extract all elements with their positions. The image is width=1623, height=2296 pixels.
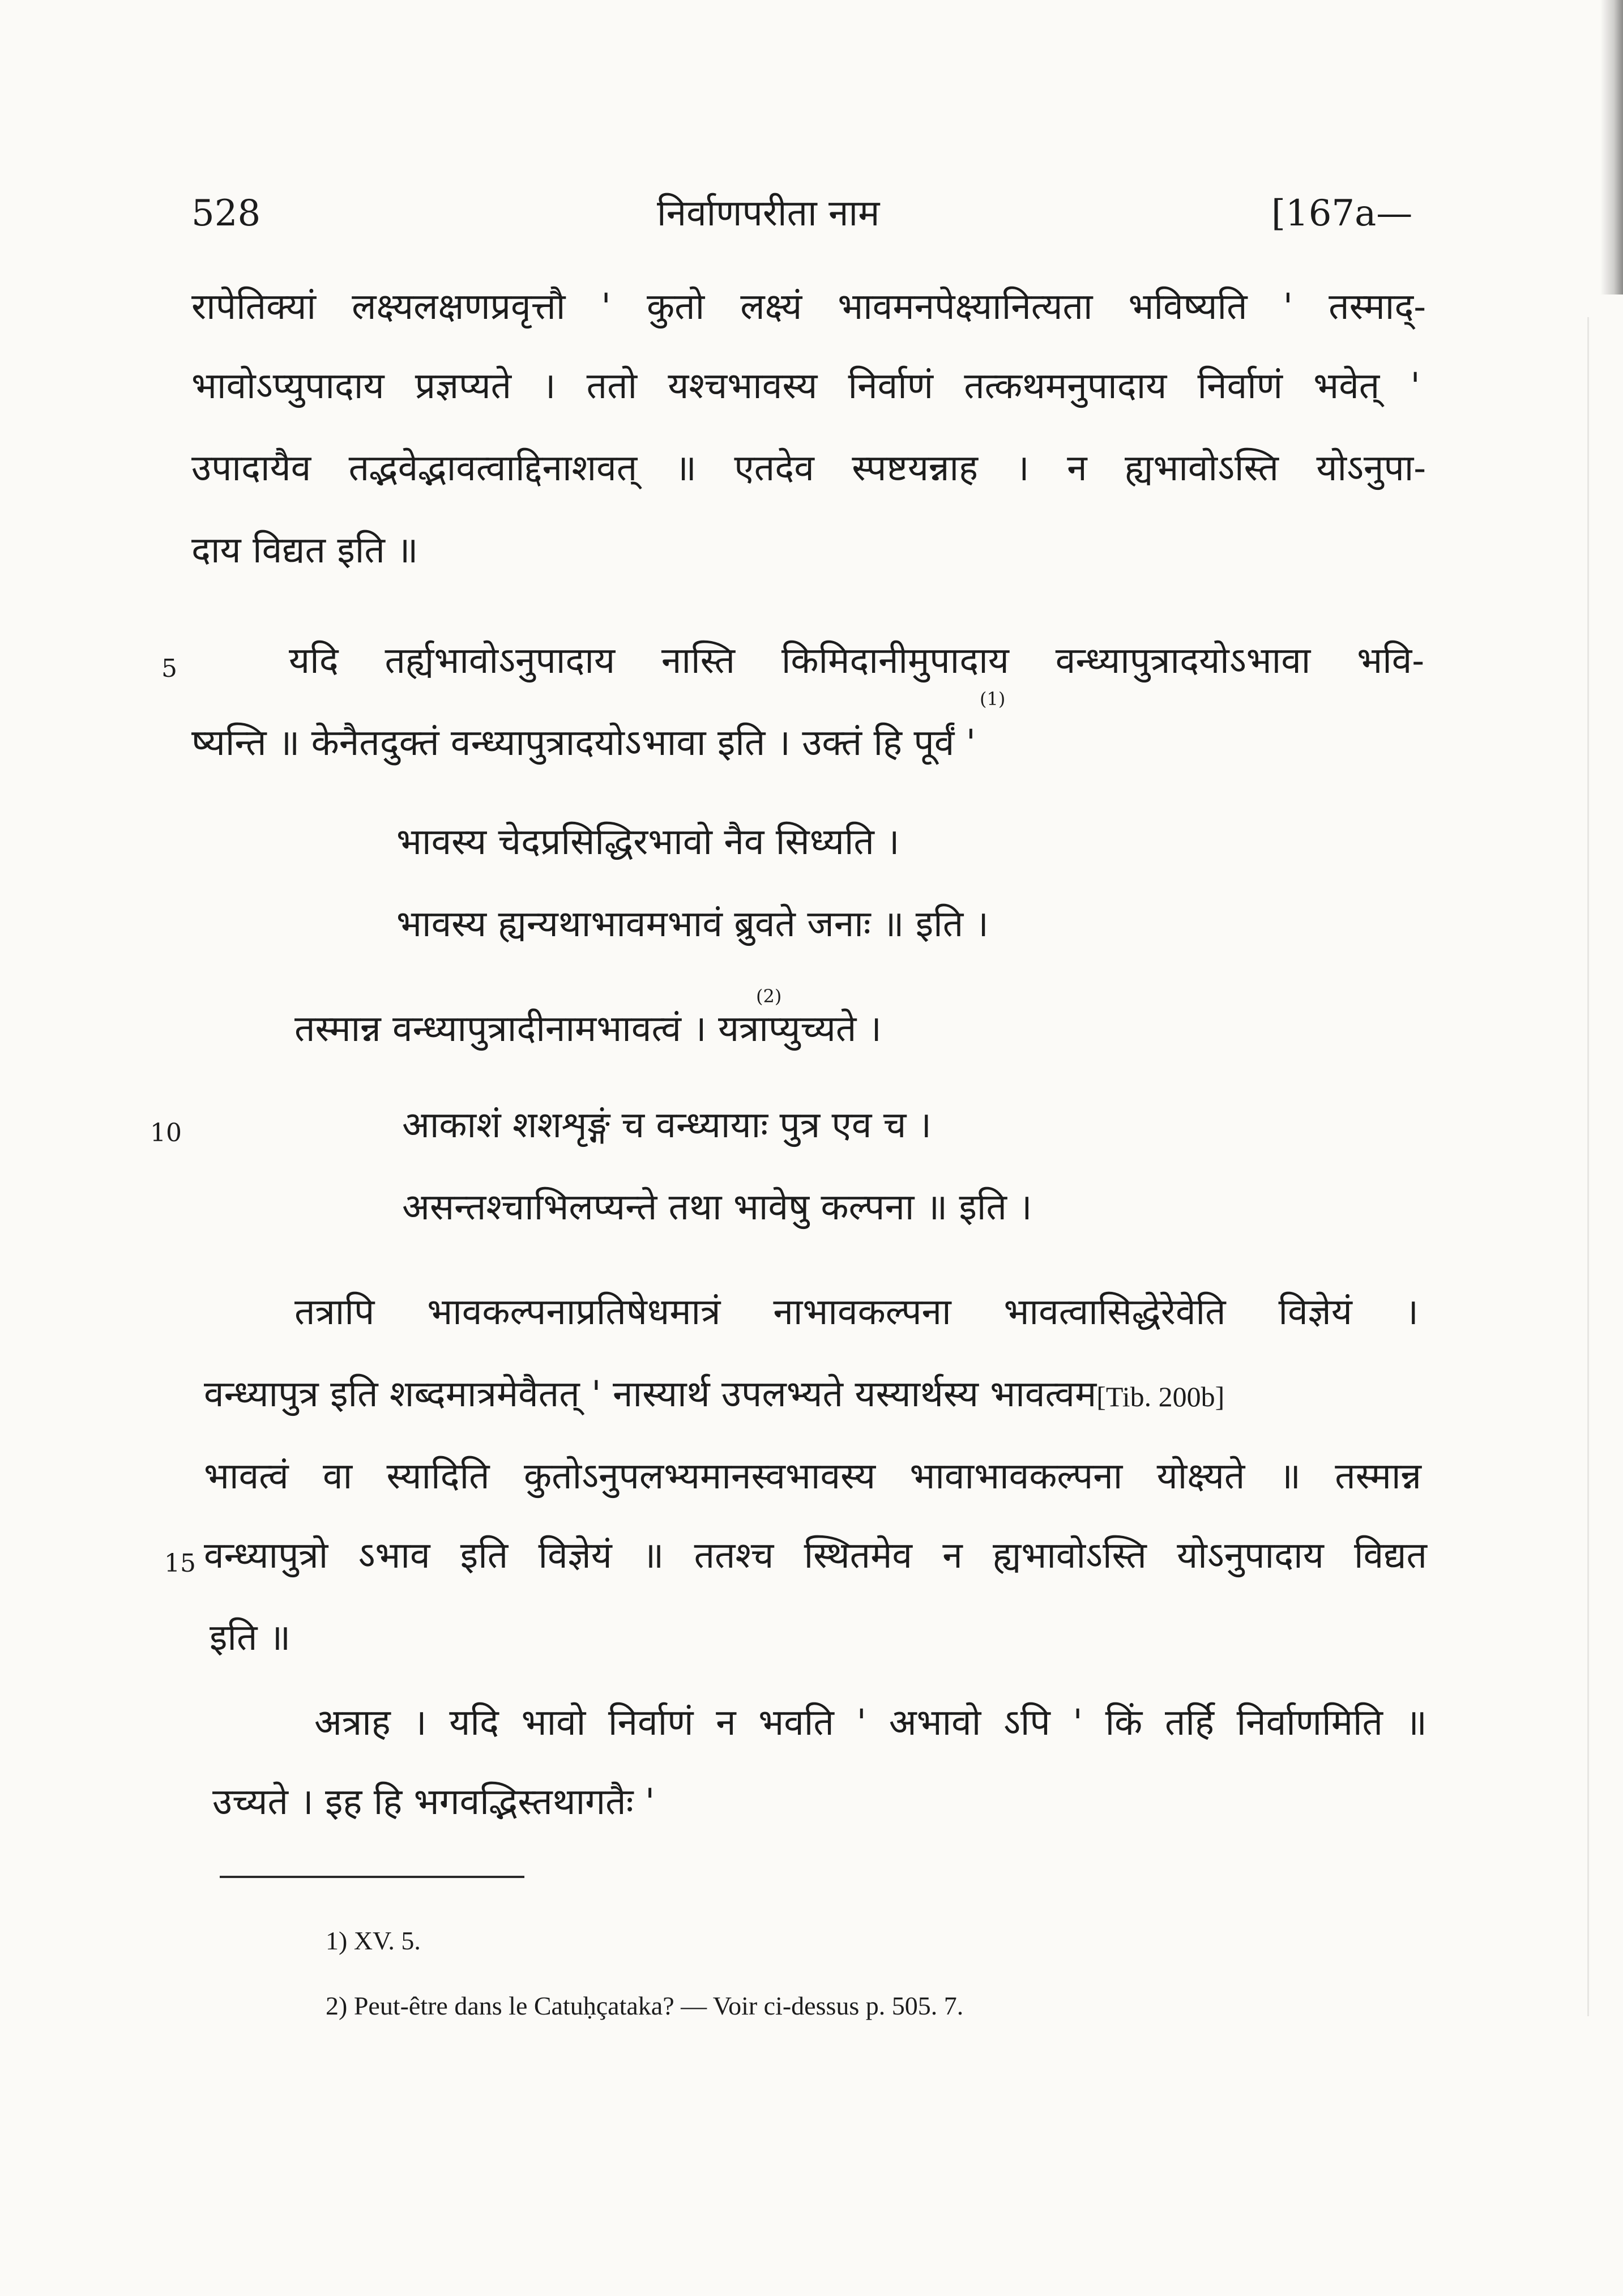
line-number-5: 5 xyxy=(161,654,177,683)
text-line-3: उपादायैव तद्भवेद्भावत्वाद्दिनाशवत् ॥ एतदेव स्पष्टयन्नाह । न ह्यभावोऽस्ति योऽनुपा- xyxy=(191,447,1426,489)
tibetan-folio-ref: [Tib. 200b] xyxy=(1096,1381,1225,1412)
folio-reference: [167a— xyxy=(1271,193,1413,234)
text-line-9-main: वन्ध्यापुत्र इति शब्दमात्रमेवैतत् ' नास्यार्थ उपलभ्यते यस्यार्थस्य भावत्वम xyxy=(204,1373,1097,1415)
text-line-10: भावत्वं वा स्यादिति कुतोऽनुपलभ्यमानस्वभावस्य भावाभावकल्पना योक्ष्यते ॥ तस्मान्न xyxy=(204,1456,1421,1497)
text-line-4: दाय विद्यत इति ॥ xyxy=(191,530,418,571)
text-line-2: भावोऽप्युपादाय प्रज्ञप्यते । ततो यश्चभावस्य निर्वाणं तत्कथमनुपादाय निर्वाणं भवेत् ' xyxy=(191,365,1420,407)
footnote-ref-1: (1) xyxy=(980,688,1006,710)
footnote-ref-2: (2) xyxy=(756,985,782,1007)
text-line-6: ष्यन्ति ॥ केनैतदुक्तं वन्ध्यापुत्रादयोऽभावा इति । उक्तं हि पूर्वं ' xyxy=(191,722,976,764)
text-line-13: अत्राह । यदि भावो निर्वाणं न भवति ' अभावो ऽपि ' किं तर्हि निर्वाणमिति ॥ xyxy=(314,1702,1427,1744)
verse-line-1: भावस्य चेदप्रसिद्धिरभावो नैव सिध्यति । xyxy=(396,821,900,863)
verse-line-2: भावस्य ह्यन्यथाभावमभावं ब्रुवते जनाः ॥ इति । xyxy=(396,903,989,945)
text-line-9 xyxy=(204,1373,1427,1415)
page-edge-shadow xyxy=(1600,0,1623,295)
page-edge-line xyxy=(1587,317,1589,2016)
text-line-8: तत्रापि भावकल्पनाप्रतिषेधमात्रं नाभावकल्पना भावत्वासिद्धेरेवेति विज्ञेयं । xyxy=(294,1291,1419,1333)
line-number-15: 15 xyxy=(164,1549,196,1578)
text-line-7: तस्मान्न वन्ध्यापुत्रादीनामभावत्वं । यत्राप्युच्यते । xyxy=(294,1008,882,1050)
text-line-11: वन्ध्यापुत्रो ऽभाव इति विज्ञेयं ॥ ततश्च स्थितमेव न ह्यभावोऽस्ति योऽनुपादाय विद्यत xyxy=(204,1535,1427,1577)
footnote-1: 1) XV. 5. xyxy=(326,1926,421,1955)
footnote-divider xyxy=(220,1876,524,1878)
text-line-12: इति ॥ xyxy=(210,1617,291,1659)
footnote-2: 2) Peut-être dans le Catuḥçataka? — Voir ci-dessus p. 505. 7. xyxy=(326,1991,964,2020)
running-title: निर्वाणपरीता नाम xyxy=(657,193,880,234)
verse-line-3: आकाशं शशशृङ्गं च वन्ध्यायाः पुत्र एव च । xyxy=(402,1104,932,1146)
text-line-1: रापेतिक्यां लक्ष्यलक्षणप्रवृत्तौ ' कुतो लक्ष्यं भावमनपेक्ष्यानित्यता भविष्यति ' तस्माद्- xyxy=(191,286,1426,328)
verse-line-4: असन्तश्चाभिलप्यन्ते तथा भावेषु कल्पना ॥ इति । xyxy=(402,1187,1032,1228)
line-number-10: 10 xyxy=(150,1119,182,1147)
page-number: 528 xyxy=(191,193,261,234)
text-line-14: उच्यते । इह हि भगवद्भिस्तथागतैः ' xyxy=(212,1781,655,1823)
text-line-5: यदि तर्ह्यभावोऽनुपादाय नास्ति किमिदानीमुपादाय वन्ध्यापुत्रादयोऽभावा भवि- xyxy=(289,640,1424,682)
